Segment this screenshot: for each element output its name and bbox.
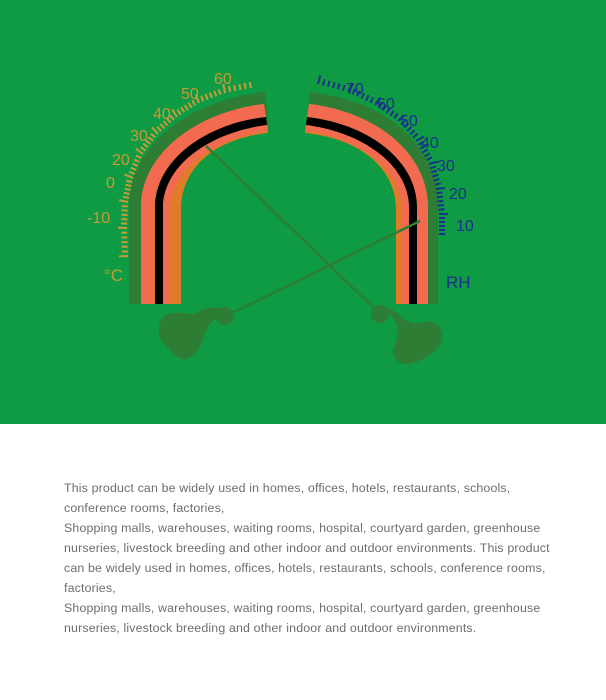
description-paragraph: Shopping malls, warehouses, waiting rooms, hospital, courtyard garden, greenhouse nurseries, livestock breeding and other indoor and outdoor environments. This product can be widely used in homes, offices, hotels, restaurants, schools, conference rooms, factories, [64,521,550,595]
hygrometer-tick [438,201,444,202]
hygrometer-tick [436,188,445,189]
thermometer-label: 0 [106,175,115,192]
thermometer-label: 60 [214,71,232,88]
hygrometer-label: 30 [437,158,455,175]
thermometer-tick [125,185,131,186]
hygrometer-label: 70 [346,81,364,98]
thermometer-unit: °C [104,266,124,285]
hygrometer-tick [438,205,444,206]
hygrometer-label: 20 [449,186,467,203]
thermometer-tick [124,193,130,194]
hygrometer-label: 10 [456,218,474,235]
hygrometer-label: 50 [400,113,418,130]
hygrometer-unit: RH [446,273,471,292]
thermometer-label: 30 [130,128,148,145]
description-paragraph: Shopping malls, warehouses, waiting rooms, hospital, courtyard garden, greenhouse nurseries, livestock breeding and other indoor and outdoor environments. [64,601,541,635]
hygrometer-tick [437,192,443,193]
thermometer-tick [250,82,251,88]
thermometer-tick [125,189,131,190]
description-paragraph: This product can be widely used in homes, offices, hotels, restaurants, schools, conference rooms, factories, [64,481,511,515]
thermometer-tick [234,85,235,91]
thermometer-tick [123,197,129,198]
thermometer-pivot [216,307,234,325]
hygrometer-pivot [371,305,389,323]
thermometer-label: 50 [181,86,199,103]
thermometer-tick [126,181,132,182]
thermometer-label: 40 [153,106,171,123]
hygrometer-label: 60 [377,96,395,113]
thermometer-tick [239,84,240,90]
hygrometer-label: 40 [421,135,439,152]
thermometer-label: 20 [112,152,130,169]
hygrometer-tick [439,209,445,210]
hygrometer-tick [437,197,443,198]
thermometer-tick [245,83,246,89]
product-description [64,478,564,638]
thermometer-label: -10 [87,210,111,227]
